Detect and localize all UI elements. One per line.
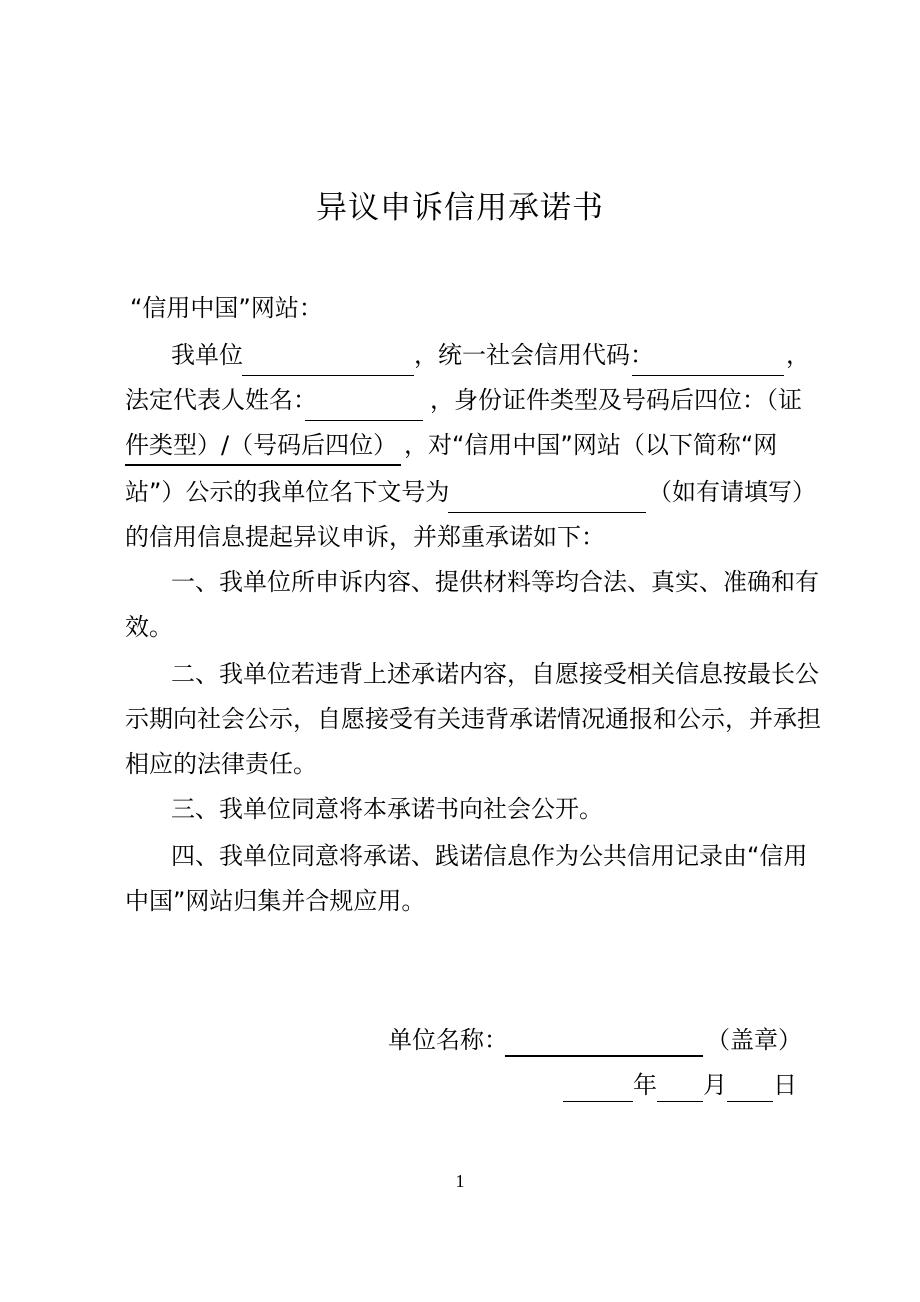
body-line-2-b: ，身份证件类型及号码后四位：（证	[430, 386, 802, 414]
body-line-1-b: ，统一社会信用代码：	[414, 341, 654, 369]
body-line-5: 的信用信息提起异议申诉，并郑重承诺如下：	[125, 523, 605, 551]
body-line-1-c: ，	[786, 341, 810, 369]
legal-rep-name-blank	[305, 420, 423, 421]
id-type-number-underline	[125, 464, 401, 466]
commitment-item-4-line-1: 四、我单位同意将承诺、践诺信息作为公共信用记录由“信用	[171, 842, 808, 870]
unit-name-blank	[242, 375, 414, 376]
document-number-blank	[448, 512, 646, 513]
commitment-item-3-line-1: 三、我单位同意将本承诺书向社会公开。	[171, 795, 603, 823]
day-blank	[727, 1101, 773, 1102]
seal-label: （盖章）	[706, 1026, 802, 1054]
body-line-3-a: 件类型）/（号码后四位）	[125, 431, 398, 459]
salutation: “信用中国”网站：	[130, 294, 323, 322]
month-blank	[657, 1101, 703, 1102]
body-line-3-b: ，对“信用中国”网站（以下简称“网	[404, 431, 778, 459]
unit-name-label: 单位名称：	[388, 1026, 508, 1054]
day-label: 日	[773, 1071, 797, 1099]
commitment-item-4-line-2: 中国”网站归集并合规应用。	[125, 887, 426, 915]
commitment-item-2-line-1: 二、我单位若违背上述承诺内容，自愿接受相关信息按最长公	[171, 660, 819, 688]
year-label: 年	[633, 1071, 657, 1099]
document-title: 异议申诉信用承诺书	[316, 190, 604, 226]
month-label: 月	[703, 1071, 727, 1099]
body-line-1-a: 我单位	[171, 341, 243, 369]
body-line-2-a: 法定代表人姓名：	[125, 386, 317, 414]
body-line-4-a: 站”）公示的我单位名下文号为	[125, 478, 450, 506]
commitment-item-1-line-1: 一、我单位所申诉内容、提供材料等均合法、真实、准确和有	[171, 568, 819, 596]
commitment-item-2-line-2: 示期向社会公示，自愿接受有关违背承诺情况通报和公示，并承担	[125, 705, 821, 733]
page-number: 1	[455, 1171, 465, 1191]
commitment-item-2-line-3: 相应的法律责任。	[125, 750, 317, 778]
commitment-item-1-line-2: 效。	[125, 613, 173, 641]
body-line-4-b: （如有请填写）	[648, 478, 816, 506]
credit-code-blank	[632, 375, 784, 376]
year-blank	[563, 1101, 633, 1102]
signature-unit-name-blank	[505, 1055, 703, 1057]
